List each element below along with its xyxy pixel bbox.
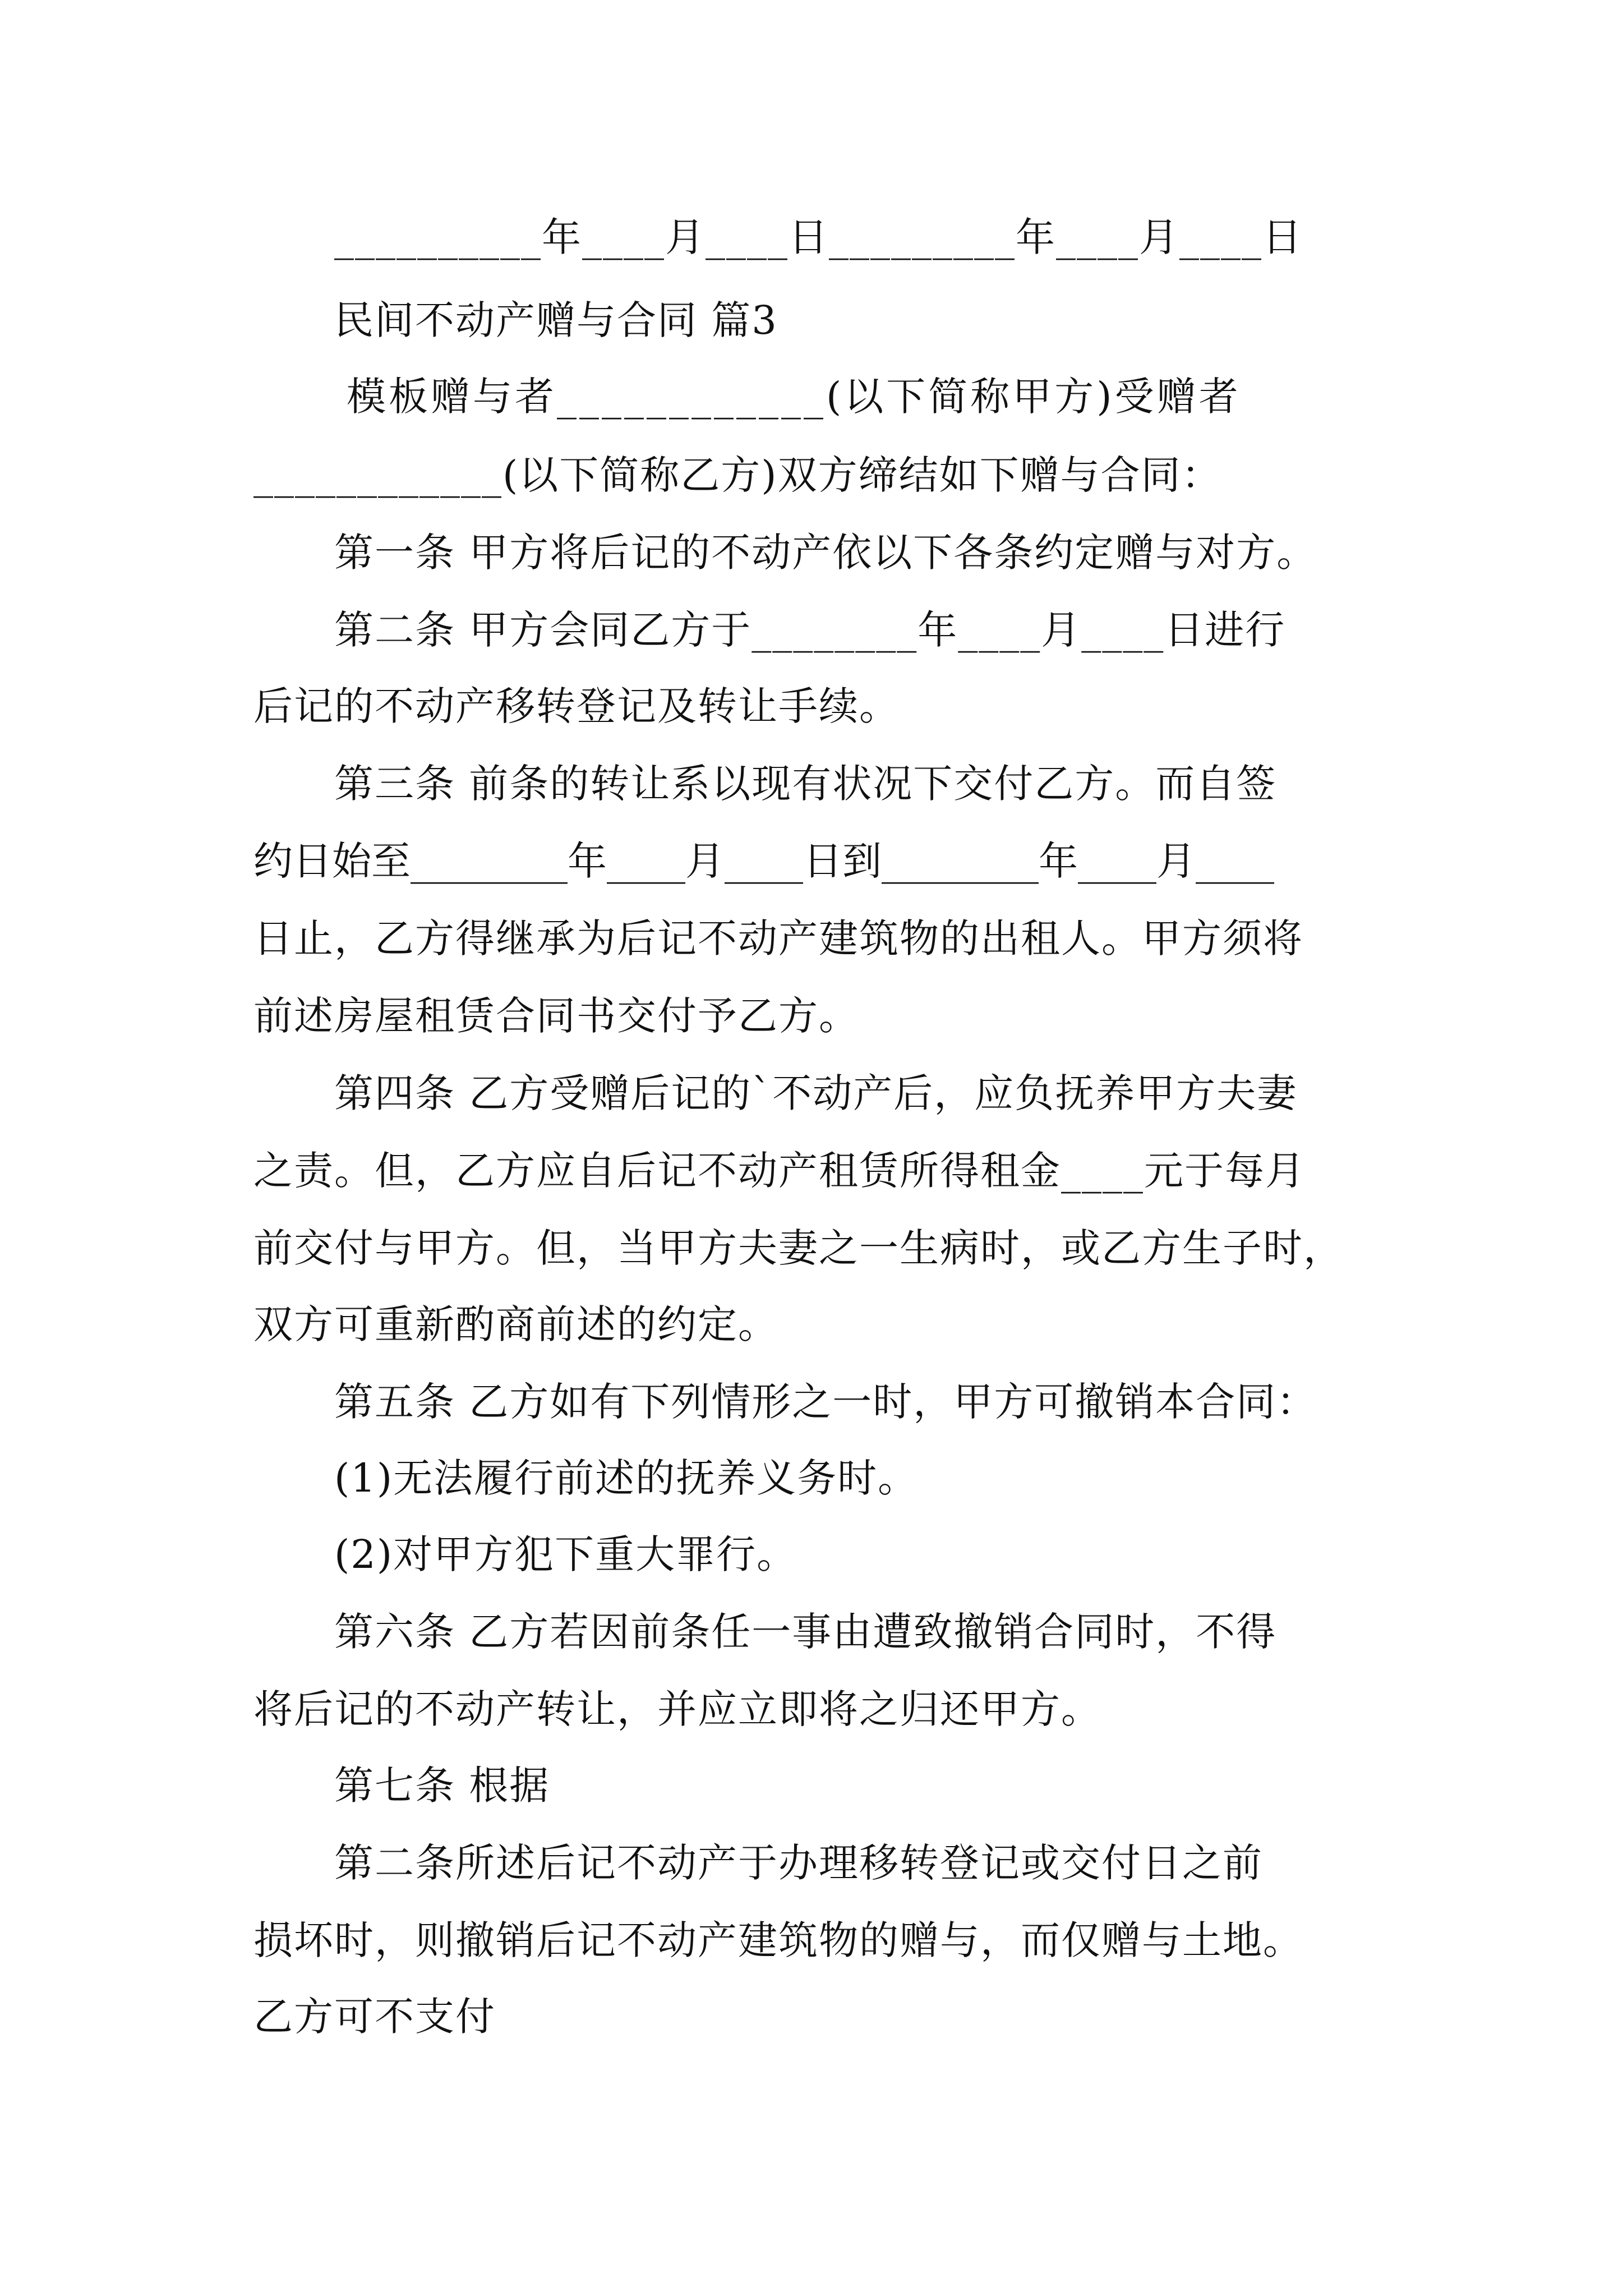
paragraph-line: 将后记的不动产转让，并应立即将之归还甲方。 xyxy=(253,1686,1101,1732)
article-3: 第三条 前条的转让系以现有状况下交付乙方。而自签 xyxy=(334,761,1277,807)
paragraph-line: 前交付与甲方。但，当甲方夫妻之一生病时，或乙方生子时， xyxy=(253,1225,1344,1271)
article-2: 第二条 甲方会同乙方于________年____月____日进行 xyxy=(334,607,1286,653)
paragraph-line: 损坏时，则撤销后记不动产建筑物的赠与，而仅赠与土地。 xyxy=(253,1917,1303,1963)
paragraph-line: 之责。但，乙方应自后记不动产租赁所得租金____元于每月 xyxy=(253,1148,1306,1194)
paragraph-line: 约日始至________年____月____日到________年____月____ xyxy=(253,838,1274,884)
signature-date-line: __________年____月____日_________年____月____日 xyxy=(334,214,1303,260)
article-5: 第五条 乙方如有下列情形之一时，甲方可撤销本合同： xyxy=(334,1379,1317,1425)
list-item: (2)对甲方犯下重大罪行。 xyxy=(334,1531,797,1577)
paragraph-line: 后记的不动产移转登记及转让手续。 xyxy=(253,683,900,729)
paragraph-line: 前述房屋租赁合同书交付予乙方。 xyxy=(253,993,859,1039)
paragraph-line: 模板赠与者____________(以下简称甲方)受赠者 xyxy=(347,374,1241,420)
list-item: (1)无法履行前述的抚养义务时。 xyxy=(334,1455,919,1501)
paragraph-line: 乙方可不支付 xyxy=(253,1994,496,2040)
paragraph-line: 日止，乙方得继承为后记不动产建筑物的出租人。甲方须将 xyxy=(253,915,1303,961)
section-heading: 民间不动产赠与合同 篇3 xyxy=(334,297,778,343)
article-4: 第四条 乙方受赠后记的`不动产后，应负抚养甲方夫妻 xyxy=(334,1070,1298,1116)
paragraph-line: 双方可重新酌商前述的约定。 xyxy=(253,1301,778,1347)
paragraph-line: 第二条所述后记不动产于办理移转登记或交付日之前 xyxy=(334,1840,1263,1886)
article-7: 第七条 根据 xyxy=(334,1763,550,1809)
article-1: 第一条 甲方将后记的不动产依以下各条约定赠与对方。 xyxy=(334,530,1317,576)
paragraph-line: ____________(以下简称乙方)双方缔结如下赠与合同： xyxy=(253,452,1222,498)
article-6: 第六条 乙方若因前条任一事由遭致撤销合同时，不得 xyxy=(334,1609,1277,1655)
